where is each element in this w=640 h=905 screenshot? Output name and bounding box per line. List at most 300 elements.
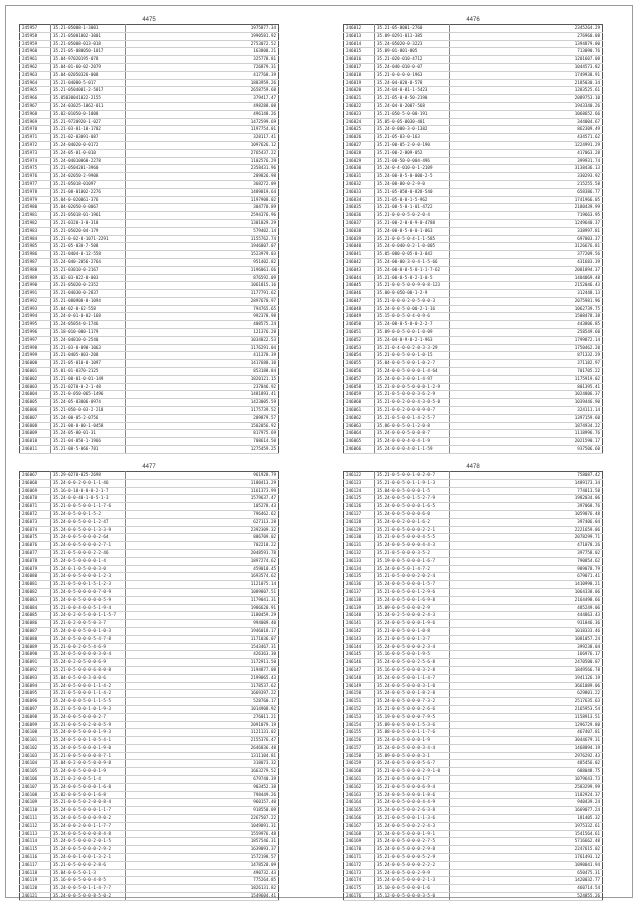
table-row bbox=[344, 118, 603, 126]
row-id-cell: 246070 bbox=[20, 495, 51, 503]
amount-cell: 397406.04 bbox=[450, 518, 603, 526]
amount-cell: 2089753.10 bbox=[450, 95, 603, 103]
table-row bbox=[20, 596, 279, 604]
cadastral-number-cell: 35.24-0-5-0-0-0-0-3-0-4 bbox=[51, 651, 126, 659]
row-id-cell: 246111 bbox=[20, 815, 51, 823]
cadastral-number-cell: 35.24-0-0-5-0-00-2-1-16 bbox=[375, 305, 450, 313]
amount-cell: 3138436.13 bbox=[450, 165, 603, 173]
amount-cell: 1180459.29 bbox=[126, 612, 279, 620]
row-id-cell: 246096 bbox=[20, 698, 51, 706]
table-row bbox=[344, 682, 603, 690]
table-row bbox=[20, 495, 279, 503]
row-id-cell: 246101 bbox=[20, 737, 51, 745]
row-id-cell: 246160 bbox=[344, 768, 375, 776]
cadastral-number-cell: 35.24-02050-2-9908 bbox=[51, 173, 126, 181]
amount-cell: 1874934.22 bbox=[450, 422, 603, 430]
amount-cell: 1410998.21 bbox=[450, 581, 603, 589]
table-row bbox=[20, 651, 279, 659]
amount-cell: 434571.62 bbox=[450, 134, 603, 142]
table-row bbox=[20, 219, 279, 227]
table-row bbox=[20, 196, 279, 204]
amount-cell: 2765437.22 bbox=[126, 149, 279, 157]
panel-title: 4477 bbox=[142, 464, 156, 470]
table-row bbox=[20, 235, 279, 243]
table-row bbox=[20, 799, 279, 807]
cadastral-number-cell: 35.24-0-0-5-0-0-0-7-3-2 bbox=[375, 698, 450, 706]
cadastral-number-cell: 35.24-0-0-5-0-0-0-2-7-1 bbox=[51, 542, 126, 550]
table-row bbox=[344, 196, 603, 204]
row-id-cell: 246171 bbox=[344, 854, 375, 862]
table-row bbox=[20, 25, 279, 33]
row-id-cell: 246175 bbox=[344, 885, 375, 893]
table-row bbox=[344, 258, 603, 266]
cadastral-number-cell: 35.24-04-0-01-1-5423 bbox=[375, 87, 450, 95]
data-table bbox=[19, 24, 279, 454]
amount-cell: 1014908.92 bbox=[126, 705, 279, 713]
cadastral-number-cell: 35.21-0-0-0-5-0-0-0-1-2-9 bbox=[375, 383, 450, 391]
amount-cell: 2091079.19 bbox=[126, 721, 279, 729]
table-row bbox=[344, 542, 603, 550]
cadastral-number-cell: 35.19-0-0-5-0-0-0-1-6-7 bbox=[375, 557, 450, 565]
row-id-cell: 246045 bbox=[344, 282, 375, 290]
table-row bbox=[20, 877, 279, 885]
amount-cell: 324111.14 bbox=[450, 407, 603, 415]
row-id-cell: 246060 bbox=[344, 399, 375, 407]
cadastral-number-cell: 35.24-0-0-5-0-1-5-2-7-9 bbox=[375, 495, 450, 503]
amount-cell: 318073.32 bbox=[126, 760, 279, 768]
row-id-cell: 246162 bbox=[344, 783, 375, 791]
amount-cell: 399238.04 bbox=[450, 643, 603, 651]
table-row bbox=[20, 290, 279, 298]
cadastral-number-cell: 35.24-00-00-0-2-9-0 bbox=[375, 180, 450, 188]
row-id-cell: 246058 bbox=[344, 383, 375, 391]
row-id-cell: 246069 bbox=[20, 487, 51, 495]
amount-cell: 368272.09 bbox=[126, 180, 279, 188]
cadastral-number-cell: 35.24-00-0-5-0-0-1-063 bbox=[375, 227, 450, 235]
cadastral-number-cell: 35.21-0-0-5-0-0-0-2-2-1 bbox=[375, 526, 450, 534]
row-id-cell: 246063 bbox=[344, 422, 375, 430]
row-id-cell: 246086 bbox=[20, 620, 51, 628]
amount-cell: 1158913.51 bbox=[450, 713, 603, 721]
amount-cell: 1943340.26 bbox=[450, 102, 603, 110]
cadastral-number-cell: 35.24-05-00-01-31 bbox=[51, 430, 126, 438]
row-id-cell: 246052 bbox=[344, 336, 375, 344]
amount-cell: 166976.17 bbox=[450, 651, 603, 659]
row-id-cell: 246031 bbox=[344, 173, 375, 181]
amount-cell: 1946018.17 bbox=[126, 627, 279, 635]
row-id-cell: 246034 bbox=[344, 196, 375, 204]
cadastral-number-cell: 35.21-03-0-090-1063 bbox=[51, 344, 126, 352]
row-id-cell: 246039 bbox=[344, 235, 375, 243]
table-row bbox=[20, 573, 279, 581]
amount-cell: 1081057.24 bbox=[450, 635, 603, 643]
table-row bbox=[20, 63, 279, 71]
table-row bbox=[344, 56, 603, 64]
row-id-cell: 245968 bbox=[20, 110, 51, 118]
row-id-cell: 245978 bbox=[20, 188, 51, 196]
amount-cell: 471078.26 bbox=[450, 542, 603, 550]
cadastral-number-cell: 35.24-04010-0-2540 bbox=[51, 336, 126, 344]
amount-cell: 1559976.48 bbox=[126, 830, 279, 838]
table-row bbox=[20, 838, 279, 846]
table-row bbox=[344, 510, 603, 518]
amount-cell: 2021590.17 bbox=[450, 438, 603, 446]
amount-cell: 408575.24 bbox=[126, 321, 279, 329]
table-row bbox=[344, 352, 603, 360]
cadastral-number-cell: 35.21-05018-01097 bbox=[51, 180, 126, 188]
table-row bbox=[20, 815, 279, 823]
amount-cell: 579402.14 bbox=[126, 227, 279, 235]
table-row bbox=[344, 95, 603, 103]
amount-cell: 181405.32 bbox=[450, 815, 603, 823]
row-id-cell: 246077 bbox=[20, 549, 51, 557]
amount-cell: 871332.29 bbox=[450, 352, 603, 360]
table-panel bbox=[19, 463, 279, 901]
cadastral-number-cell: 35.24-0-0-5-0-0-0-4-4-3 bbox=[375, 542, 450, 550]
amount-cell: 1423005.59 bbox=[126, 399, 279, 407]
amount-cell: 344004.67 bbox=[450, 118, 603, 126]
amount-cell: 2583299.99 bbox=[450, 783, 603, 791]
amount-cell: 1468894.19 bbox=[450, 744, 603, 752]
amount-cell: 1121075.14 bbox=[126, 581, 279, 589]
row-id-cell: 245975 bbox=[20, 165, 51, 173]
cadastral-number-cell: 35.21-05-080050-1017 bbox=[51, 48, 126, 56]
amount-cell: 1883959.26 bbox=[126, 79, 279, 87]
document-page bbox=[5, 5, 633, 898]
cadastral-number-cell: 35.24-0-0-5-0-0-0-1-9-6 bbox=[375, 620, 450, 628]
cadastral-number-cell: 35.24-0-0-5-0-0-2-2-4-3 bbox=[375, 822, 450, 830]
amount-cell: 1849566.78 bbox=[450, 666, 603, 674]
amount-cell: 1404069.48 bbox=[450, 274, 603, 282]
amount-cell: 1118996.76 bbox=[450, 430, 603, 438]
amount-cell: 524855.26 bbox=[450, 893, 603, 901]
cadastral-number-cell: 35.24-0-0-0-5-0-1-1-5-5 bbox=[51, 698, 126, 706]
row-id-cell: 245983 bbox=[20, 227, 51, 235]
amount-cell: 1820121.15 bbox=[126, 375, 279, 383]
cadastral-number-cell: 35.21-0504001-2-5017 bbox=[51, 87, 126, 95]
table-row bbox=[20, 666, 279, 674]
row-id-cell: 246113 bbox=[20, 830, 51, 838]
table-row bbox=[20, 791, 279, 799]
table-row bbox=[344, 674, 603, 682]
row-id-cell: 245964 bbox=[20, 79, 51, 87]
table-row bbox=[20, 822, 279, 830]
row-id-cell: 245961 bbox=[20, 56, 51, 64]
amount-cell: 1857546.31 bbox=[126, 838, 279, 846]
table-row bbox=[20, 438, 279, 446]
table-row bbox=[344, 344, 603, 352]
row-id-cell: 246170 bbox=[344, 846, 375, 854]
amount-cell: 758087.42 bbox=[450, 472, 603, 480]
row-id-cell: 246062 bbox=[344, 414, 375, 422]
amount-cell: 498288.08 bbox=[126, 102, 279, 110]
amount-cell: 258549.60 bbox=[450, 329, 603, 337]
row-id-cell: 246146 bbox=[344, 659, 375, 667]
table-row bbox=[20, 752, 279, 760]
table-row bbox=[20, 690, 279, 698]
row-id-cell: 246054 bbox=[344, 352, 375, 360]
cadastral-number-cell: 35.21-0-0-0-2-0-5-0-0-3 bbox=[375, 297, 450, 305]
amount-cell: 1179041.31 bbox=[126, 596, 279, 604]
row-id-cell: 246127 bbox=[344, 510, 375, 518]
row-id-cell: 246103 bbox=[20, 752, 51, 760]
amount-cell: 1750462.20 bbox=[450, 344, 603, 352]
row-id-cell: 246093 bbox=[20, 674, 51, 682]
cadastral-number-cell: 35.19-0-0-5-0-0-0-7-9-5 bbox=[375, 713, 450, 721]
cadastral-number-cell: 35.24-0-0-5-0-0-0-9-0-2 bbox=[51, 815, 126, 823]
table-row bbox=[20, 430, 279, 438]
amount-cell: 1049091.31 bbox=[126, 822, 279, 830]
row-id-cell: 246110 bbox=[20, 807, 51, 815]
amount-cell: 1543467.31 bbox=[126, 643, 279, 651]
table-row bbox=[20, 297, 279, 305]
cadastral-number-cell: 35.24-0-5-0-0-0-1-1-4-2 bbox=[51, 682, 126, 690]
amount-cell: 2199065.43 bbox=[126, 674, 279, 682]
cadastral-number-cell: 35.21-05-0-0-50-2190 bbox=[375, 95, 450, 103]
amount-cell: 1990581.92 bbox=[126, 32, 279, 40]
table-row bbox=[344, 830, 603, 838]
row-id-cell: 246124 bbox=[344, 487, 375, 495]
row-id-cell: 246174 bbox=[344, 877, 375, 885]
amount-cell: 1541564.61 bbox=[450, 830, 603, 838]
amount-cell: 490732.43 bbox=[126, 869, 279, 877]
cadastral-number-cell: 35.21-9720920-1-027 bbox=[51, 118, 126, 126]
table-row bbox=[20, 479, 279, 487]
amount-cell: 105278.43 bbox=[126, 503, 279, 511]
row-id-cell: 246046 bbox=[344, 290, 375, 298]
amount-cell: 918550.09 bbox=[126, 807, 279, 815]
row-id-cell: 245982 bbox=[20, 219, 51, 227]
cadastral-number-cell: 35.04-02-0-62-558 bbox=[51, 305, 126, 313]
table-row bbox=[344, 635, 603, 643]
table-row bbox=[344, 165, 603, 173]
cadastral-number-cell: 35.24-0-0-5-0-0-0-1-6-8 bbox=[51, 783, 126, 791]
amount-cell: 708614.50 bbox=[126, 438, 279, 446]
amount-cell: 903452.38 bbox=[126, 783, 279, 791]
amount-cell: 1171036.07 bbox=[126, 635, 279, 643]
amount-cell: 2658759.68 bbox=[126, 87, 279, 95]
row-id-cell: 246047 bbox=[344, 297, 375, 305]
amount-cell: 163808.21 bbox=[126, 48, 279, 56]
cadastral-number-cell: 35.21-0270-0-2-1-48 bbox=[51, 383, 126, 391]
table-row bbox=[344, 227, 603, 235]
table-row bbox=[20, 79, 279, 87]
row-id-cell: 246084 bbox=[20, 604, 51, 612]
amount-cell: 679071.41 bbox=[450, 573, 603, 581]
amount-cell: 1417688.10 bbox=[126, 360, 279, 368]
table-row bbox=[344, 141, 603, 149]
amount-cell: 1799872.14 bbox=[450, 336, 603, 344]
amount-cell: 1982034.06 bbox=[450, 495, 603, 503]
table-row bbox=[20, 71, 279, 79]
row-id-cell: 245959 bbox=[20, 40, 51, 48]
amount-cell: 2976292.43 bbox=[450, 752, 603, 760]
row-id-cell: 246014 bbox=[344, 40, 375, 48]
cadastral-number-cell: 35.21-0404-0-12-558 bbox=[51, 251, 126, 259]
row-id-cell: 246134 bbox=[344, 565, 375, 573]
row-id-cell: 246112 bbox=[20, 822, 51, 830]
row-id-cell: 246150 bbox=[344, 690, 375, 698]
table-row bbox=[344, 729, 603, 737]
amount-cell: 1663279.52 bbox=[126, 768, 279, 776]
amount-cell: 2267507.22 bbox=[126, 815, 279, 823]
amount-cell: 1420032.77 bbox=[450, 877, 603, 885]
cadastral-number-cell: 35.24-0-0-5-0-0-1-3-3-9 bbox=[51, 526, 126, 534]
table-row bbox=[20, 48, 279, 56]
cadastral-number-cell: 35.24-0-2-0-5-0-0-6-9 bbox=[51, 659, 126, 667]
cadastral-number-cell: 35.21-0-5-0-0-0-6-8-0-8 bbox=[51, 666, 126, 674]
row-id-cell: 246128 bbox=[344, 518, 375, 526]
cadastral-number-cell: 35.21-0-0-5-0-1-1-9-1-3 bbox=[375, 479, 450, 487]
cadastral-number-cell: 35.21-00-01-0-01-149 bbox=[51, 375, 126, 383]
row-id-cell: 246009 bbox=[20, 430, 51, 438]
amount-cell: 3044679.31 bbox=[450, 737, 603, 745]
amount-cell: 443806.85 bbox=[450, 321, 603, 329]
row-id-cell: 246010 bbox=[20, 438, 51, 446]
row-id-cell: 245993 bbox=[20, 305, 51, 313]
cadastral-number-cell: 35.24-0-0-5-0-0-0-3-1-0 bbox=[375, 682, 450, 690]
row-id-cell: 246126 bbox=[344, 503, 375, 511]
table-row bbox=[20, 173, 279, 181]
amount-cell: 960157.40 bbox=[126, 799, 279, 807]
table-row bbox=[344, 63, 603, 71]
row-id-cell: 246163 bbox=[344, 791, 375, 799]
table-row bbox=[344, 705, 603, 713]
row-id-cell: 246164 bbox=[344, 799, 375, 807]
cadastral-number-cell: 35.24-0-0-2-0-0-1-6-2 bbox=[375, 518, 450, 526]
cadastral-number-cell: 35.24-0-0-5-0-0-0-2-2-2 bbox=[375, 861, 450, 869]
amount-cell: 1523979.03 bbox=[126, 251, 279, 259]
row-id-cell: 246050 bbox=[344, 321, 375, 329]
cadastral-number-cell: 35.09-0-0-5-0-0-1-0-09 bbox=[375, 329, 450, 337]
table-row bbox=[20, 134, 279, 142]
row-id-cell: 246135 bbox=[344, 573, 375, 581]
cadastral-number-cell: 35.21-0320-3-0-318 bbox=[51, 219, 126, 227]
row-id-cell: 246020 bbox=[344, 87, 375, 95]
amount-cell: 1155762.74 bbox=[126, 235, 279, 243]
cadastral-number-cell: 35.24-0-0-5-0-1-4-7-2 bbox=[375, 565, 450, 573]
amount-cell: 1068652.66 bbox=[450, 110, 603, 118]
table-row bbox=[20, 783, 279, 791]
amount-cell: 1472599.69 bbox=[126, 118, 279, 126]
row-id-cell: 246036 bbox=[344, 212, 375, 220]
amount-cell: 417063.28 bbox=[450, 149, 603, 157]
amount-cell: 460714.54 bbox=[450, 885, 603, 893]
row-id-cell: 246105 bbox=[20, 768, 51, 776]
cadastral-number-cell: 35.21-0-5-0-0-1-5-1-2-3 bbox=[51, 581, 126, 589]
row-id-cell: 245997 bbox=[20, 336, 51, 344]
amount-cell: 1693574.62 bbox=[126, 573, 279, 581]
row-id-cell: 246064 bbox=[344, 430, 375, 438]
table-row bbox=[344, 399, 603, 407]
cadastral-number-cell: 35.24-0-0-5-0-0-0-4-4-9 bbox=[375, 799, 450, 807]
row-id-cell: 245989 bbox=[20, 274, 51, 282]
amount-cell: 1161373.99 bbox=[126, 487, 279, 495]
amount-cell: 3661089.06 bbox=[450, 682, 603, 690]
cadastral-number-cell: 35.24-0-0-5-0-0-2-6-3-8 bbox=[375, 807, 450, 815]
table-row bbox=[344, 79, 603, 87]
data-table bbox=[343, 24, 603, 454]
cadastral-number-cell: 35.21-0-0-0-0-1963 bbox=[375, 71, 450, 79]
table-row bbox=[20, 243, 279, 251]
row-id-cell: 245991 bbox=[20, 290, 51, 298]
cadastral-number-cell: 35.24-04-0-9-0-2-1-963 bbox=[375, 336, 450, 344]
panel-title: 4478 bbox=[466, 464, 480, 470]
table-row bbox=[20, 227, 279, 235]
row-id-cell: 246013 bbox=[344, 32, 375, 40]
cadastral-number-cell: 35.24-0-0-5-0-0-0-2-9-8 bbox=[375, 846, 450, 854]
table-row bbox=[20, 744, 279, 752]
cadastral-number-cell: 35.24-0-0-5-0-0-1-1-4-7 bbox=[375, 674, 450, 682]
cadastral-number-cell: 35.24-0-0-0-4-0-1-1-59 bbox=[375, 446, 450, 454]
table-row bbox=[20, 588, 279, 596]
table-row bbox=[344, 219, 603, 227]
cadastral-number-cell: 35.24-05020-0-3223 bbox=[375, 40, 450, 48]
cadastral-number-cell: 35.02-01050-0-1008 bbox=[51, 110, 126, 118]
row-id-cell: 245990 bbox=[20, 282, 51, 290]
cadastral-number-cell: 35.21-0-0-5-0-0-1-1-3-6 bbox=[375, 815, 450, 823]
table-row bbox=[344, 846, 603, 854]
table-row bbox=[20, 604, 279, 612]
amount-cell: 1301029.29 bbox=[126, 219, 279, 227]
row-id-cell: 246040 bbox=[344, 243, 375, 251]
row-id-cell: 246144 bbox=[344, 643, 375, 651]
cadastral-number-cell: 35.24-03025-1062-011 bbox=[51, 102, 126, 110]
row-id-cell: 246005 bbox=[20, 399, 51, 407]
cadastral-number-cell: 35.24-0-0-5-0-0-0-1-9 bbox=[375, 737, 450, 745]
amount-cell: 627113.28 bbox=[126, 518, 279, 526]
table-row bbox=[20, 768, 279, 776]
amount-cell: 1481893.41 bbox=[126, 391, 279, 399]
amount-cell: 399931.74 bbox=[450, 157, 603, 165]
table-row bbox=[20, 180, 279, 188]
table-row bbox=[20, 414, 279, 422]
cadastral-number-cell: 35.24-00-00-3-0-4-1-5-66 bbox=[375, 258, 450, 266]
cadastral-number-cell: 35.24-0-0-5-0-0-0-6-0 bbox=[375, 510, 450, 518]
cadastral-number-cell: 35.24-0-0-5-0-0-0-1-1-7 bbox=[51, 807, 126, 815]
table-row bbox=[344, 495, 603, 503]
cadastral-number-cell: 35.24-0-5-0-0-0-5-4-7-8 bbox=[51, 635, 126, 643]
table-row bbox=[344, 212, 603, 220]
table-row bbox=[20, 258, 279, 266]
row-id-cell: 246143 bbox=[344, 635, 375, 643]
amount-cell: 2247615.02 bbox=[450, 846, 603, 854]
panel-title: 4475 bbox=[142, 17, 156, 23]
cadastral-number-cell: 35.21-0-5-0-0-0-3-5-2 bbox=[375, 549, 450, 557]
row-id-cell: 246035 bbox=[344, 204, 375, 212]
row-id-cell: 246081 bbox=[20, 581, 51, 589]
amount-cell: 862309.49 bbox=[450, 126, 603, 134]
cadastral-number-cell: 35.21-0-0-5-0-2-0-0-5-9 bbox=[51, 721, 126, 729]
cadastral-number-cell: 35.21-00-2-009-052 bbox=[375, 149, 450, 157]
amount-cell: 1059076.48 bbox=[450, 510, 603, 518]
table-row bbox=[344, 604, 603, 612]
row-id-cell: 246132 bbox=[344, 549, 375, 557]
table-row bbox=[344, 173, 603, 181]
cadastral-number-cell: 35.21-050-0-03-2-218 bbox=[51, 407, 126, 415]
cadastral-number-cell: 35.08-0-0-5-0-0-1-1-7-6 bbox=[375, 729, 450, 737]
amount-cell: 1986620.91 bbox=[126, 604, 279, 612]
table-row bbox=[20, 698, 279, 706]
cadastral-number-cell: 35.21-050-5-0-00-191 bbox=[375, 110, 450, 118]
table-row bbox=[20, 776, 279, 784]
table-row bbox=[344, 869, 603, 877]
table-row bbox=[344, 768, 603, 776]
table-row bbox=[344, 479, 603, 487]
cadastral-number-cell: 35.21-05-050-0-828-540 bbox=[375, 188, 450, 196]
table-row bbox=[20, 830, 279, 838]
row-id-cell: 245988 bbox=[20, 266, 51, 274]
